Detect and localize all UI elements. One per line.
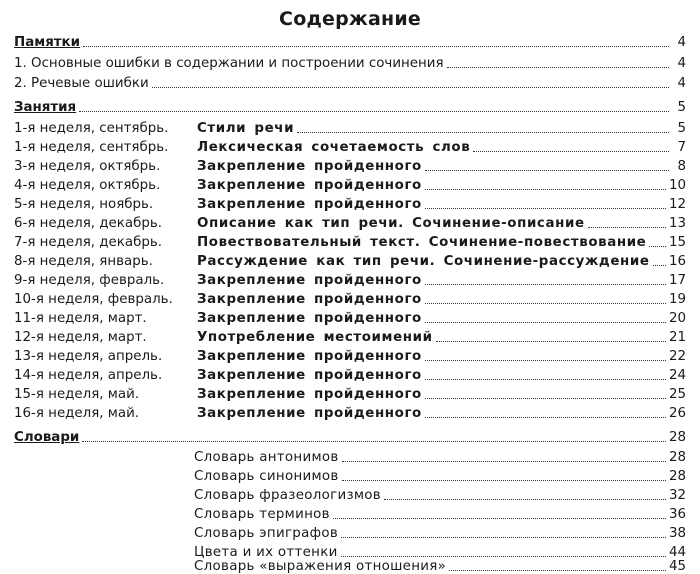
page-number: 32 [668,488,686,503]
leader-dots [425,416,666,418]
page-number: 28 [668,469,686,484]
leader-dots [649,245,666,247]
lesson-week: 12-я неделя, март. [14,330,147,345]
page-number: 24 [668,368,686,383]
lesson-row [14,325,686,345]
leader-dots [436,340,666,342]
page-number: 10 [668,178,686,193]
page-number: 44 [668,545,686,560]
leader-dots [152,86,669,88]
lesson-row [14,116,686,136]
lesson-topic: Описание как тип речи. Сочинение-описание [197,216,585,231]
leader-dots [384,498,666,500]
lesson-row [14,306,686,326]
lesson-row [14,363,686,383]
leader-dots [425,207,666,209]
lesson-row [14,344,686,364]
lesson-topic: Закрепление пройденного [197,387,422,402]
lesson-topic: Стили речи [197,121,295,136]
section-title: Словари [14,430,80,445]
leader-dots [447,66,669,68]
page-title: Содержание [279,8,421,30]
lesson-topic: Закрепление пройденного [197,311,422,326]
section-title: Занятия [14,100,77,115]
page-number: 16 [668,254,686,269]
leader-dots [425,321,666,323]
lesson-week: 4-я неделя, октябрь. [14,178,161,193]
entry-label: 1. Основные ошибки в содержании и построении сочинения [14,56,444,71]
leader-dots [425,283,666,285]
leader-dots [333,517,666,519]
section-pamyatki [14,30,686,50]
leader-dots [341,536,666,538]
lesson-row [14,382,686,402]
lesson-row [14,135,686,155]
lesson-topic: Лексическая сочетаемость слов [197,140,471,155]
page-number: 36 [668,507,686,522]
section-zanyatiya [14,95,686,115]
lesson-row [14,401,686,421]
lesson-week: 1-я неделя, сентябрь. [14,140,169,155]
page-number: 26 [668,406,686,421]
entry-label: Словарь терминов [194,507,330,522]
dictionary-entry [14,445,686,465]
page-number: 25 [668,387,686,402]
lesson-week: 3-я неделя, октябрь. [14,159,161,174]
page-number: 12 [668,197,686,212]
dictionary-entry [14,521,686,541]
leader-dots [473,150,669,152]
lesson-row [14,268,686,288]
dictionary-entry [14,483,686,503]
page-number: 8 [677,159,686,174]
lesson-row [14,230,686,250]
page-number: 4 [677,35,686,50]
leader-dots [425,302,666,304]
lesson-week: 10-я неделя, февраль. [14,292,173,307]
lesson-week: 15-я неделя, май. [14,387,140,402]
lesson-topic: Закрепление пройденного [197,368,422,383]
leader-dots [297,131,669,133]
leader-dots [82,440,666,442]
section-title: Памятки [14,35,81,50]
page-number: 28 [668,430,686,445]
leader-dots [588,226,666,228]
entry-label: Словарь «выражения отношения» [194,559,447,574]
leader-dots [425,378,666,380]
lesson-topic: Закрепление пройденного [197,178,422,193]
lesson-topic: Употребление местоимений [197,330,433,345]
lesson-week: 7-я неделя, декабрь. [14,235,162,250]
leader-dots [425,169,669,171]
page-number: 15 [668,235,686,250]
page-number: 28 [668,450,686,465]
page-number: 4 [677,56,686,71]
page-number: 7 [677,140,686,155]
page-number: 4 [677,76,686,91]
leader-dots [342,479,666,481]
page-number: 19 [668,292,686,307]
page-number: 45 [668,559,686,574]
lesson-week: 11-я неделя, март. [14,311,147,326]
dictionary-entry [14,554,686,574]
page-number: 13 [668,216,686,231]
page-number: 17 [668,273,686,288]
leader-dots [653,264,666,266]
section-slovari [14,425,686,445]
lesson-week: 8-я неделя, январь. [14,254,153,269]
dictionary-entry [14,464,686,484]
lesson-week: 1-я неделя, сентябрь. [14,121,169,136]
entry-label: Словарь антонимов [194,450,339,465]
leader-dots [342,460,666,462]
lesson-row [14,211,686,231]
toc-entry [14,71,686,91]
lesson-topic: Закрепление пройденного [197,273,422,288]
lesson-row [14,173,686,193]
entry-label: Словарь эпиграфов [194,526,339,541]
page-number: 5 [677,100,686,115]
page-number: 38 [668,526,686,541]
page-number: 22 [668,349,686,364]
lesson-week: 6-я неделя, декабрь. [14,216,162,231]
lesson-week: 13-я неделя, апрель. [14,349,163,364]
page-number: 5 [677,121,686,136]
lesson-topic: Повествовательный текст. Сочинение-повествование [197,235,647,250]
lesson-week: 16-я неделя, май. [14,406,140,421]
leader-dots [425,397,666,399]
lesson-topic: Закрепление пройденного [197,159,422,174]
lesson-topic: Закрепление пройденного [197,292,422,307]
page-number: 20 [668,311,686,326]
leader-dots [425,359,666,361]
lesson-topic: Закрепление пройденного [197,406,422,421]
entry-label: 2. Речевые ошибки [14,76,149,91]
leader-dots [83,45,669,47]
entry-label: Словарь синонимов [194,469,339,484]
entry-label: Цвета и их оттенки [194,545,338,560]
lesson-row [14,287,686,307]
entry-label: Словарь фразеологизмов [194,488,381,503]
lesson-topic: Рассуждение как тип речи. Сочинение-рассуждение [197,254,650,269]
lesson-week: 14-я неделя, апрель. [14,368,163,383]
lesson-week: 9-я неделя, февраль. [14,273,165,288]
leader-dots [79,110,669,112]
lesson-row [14,192,686,212]
dictionary-entry [14,502,686,522]
lesson-row [14,249,686,269]
lesson-row [14,154,686,174]
page-number: 21 [668,330,686,345]
toc-entry [14,51,686,71]
lesson-topic: Закрепление пройденного [197,349,422,364]
leader-dots [449,569,666,571]
lesson-week: 5-я неделя, ноябрь. [14,197,154,212]
lesson-topic: Закрепление пройденного [197,197,422,212]
leader-dots [425,188,666,190]
